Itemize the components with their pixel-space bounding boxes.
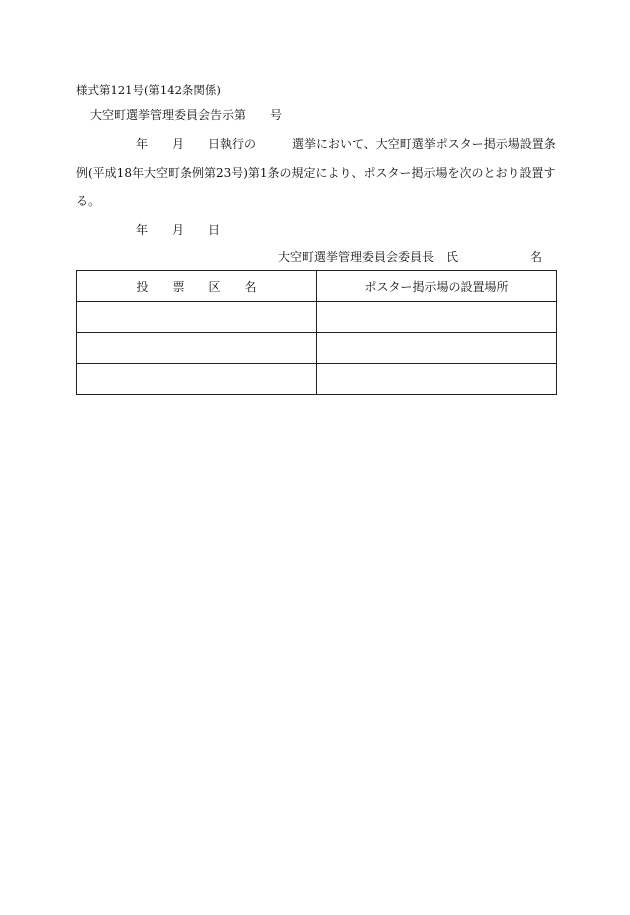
form-number: 様式第121号(第142条関係) (76, 83, 221, 97)
table-header-row (77, 271, 557, 302)
table-row (77, 302, 557, 333)
header-poster-location: ポスター掲示場の設置場所 (317, 271, 557, 302)
voting-district-cell (77, 364, 317, 395)
voting-district-cell (77, 333, 317, 364)
table-row (77, 333, 557, 364)
body-text-line-3: る。 (76, 194, 101, 208)
body-text-line-1: 年 月 日執行の 選挙において、大空町選挙ポスター掲示場設置条 (76, 137, 556, 151)
voting-district-cell (77, 302, 317, 333)
notice-title: 大空町選挙管理委員会告示第 号 (90, 108, 283, 122)
poster-location-cell (317, 302, 557, 333)
poster-location-cell (317, 364, 557, 395)
body-text-line-2: 例(平成18年大空町条例第23号)第1条の規定により、ポスター掲示場を次のとおり設置す (76, 166, 556, 180)
signature-line: 大空町選挙管理委員会委員長 氏 名 (278, 250, 543, 264)
poster-location-table (76, 270, 557, 395)
table-row (77, 364, 557, 395)
date-line: 年 月 日 (76, 223, 221, 237)
header-voting-district: 投 票 区 名 (77, 271, 317, 302)
poster-location-cell (317, 333, 557, 364)
